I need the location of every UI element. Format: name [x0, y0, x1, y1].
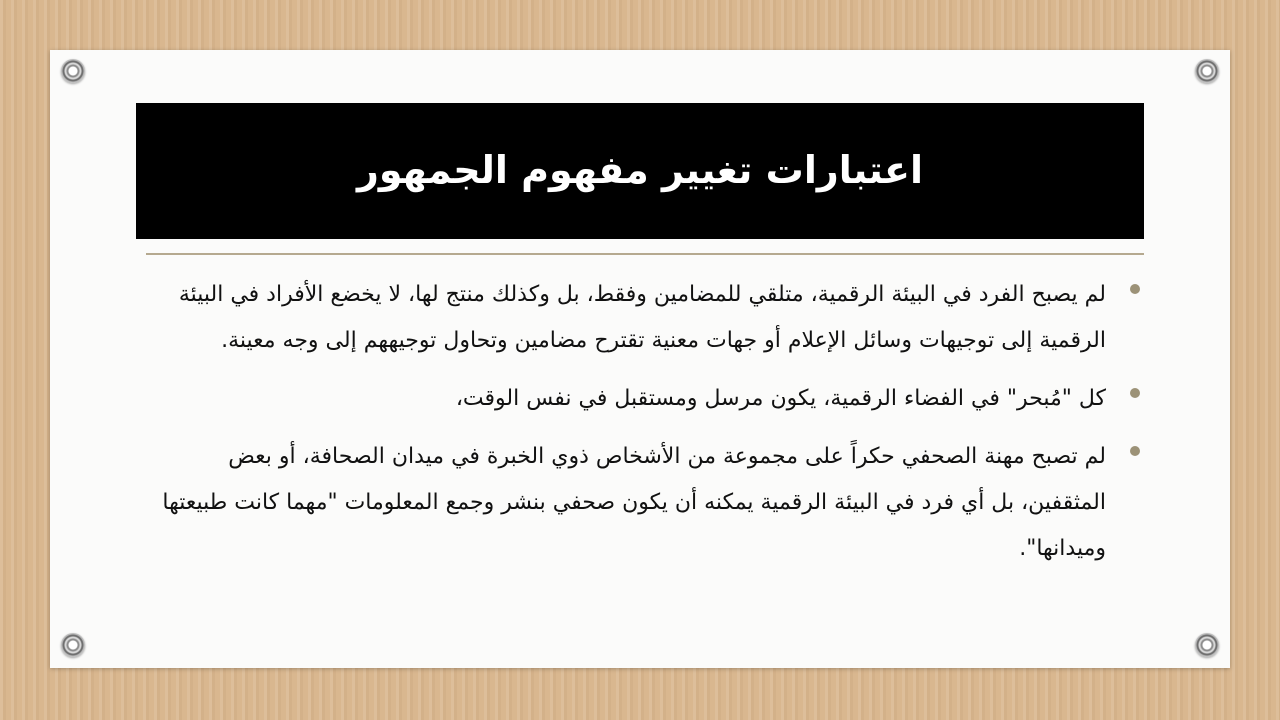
rivet-top-right-icon [1195, 59, 1219, 83]
bullet-text: لم يصبح الفرد في البيئة الرقمية، متلقي للمضامين وفقط، بل وكذلك منتج لها، لا يخضع الأفراد في البيئة الرقمية إلى توجيهات وسائل الإعلام أو جهات معنية تقترح مضامين وتحاول توجيههم إلى وجه معينة. [178, 282, 1106, 353]
bullet-dot-icon [1130, 388, 1140, 398]
bullet-item [140, 272, 1140, 364]
rivet-bottom-right-icon [1195, 633, 1219, 657]
bullet-dot-icon [1130, 446, 1140, 456]
bullet-text: لم تصبح مهنة الصحفي حكراً على مجموعة من الأشخاص ذوي الخبرة في ميدان الصحافة، أو بعض المثقفين، بل أي فرد في البيئة الرقمية يمكنه أن يكون صحفي بنشر وجمع المعلومات "مهما كانت طبيعتها وميدانها". [162, 444, 1106, 561]
title-bar [136, 103, 1144, 239]
bullet-list [140, 272, 1140, 584]
rivet-bottom-left-icon [61, 633, 85, 657]
bullet-item [140, 434, 1140, 572]
title-divider [146, 253, 1144, 255]
slide-title: اعتبارات تغيير مفهوم الجمهور [356, 148, 923, 193]
bullet-item [140, 376, 1140, 422]
bullet-dot-icon [1130, 284, 1140, 294]
rivet-top-left-icon [61, 59, 85, 83]
bullet-text: كل "مُبحر" في الفضاء الرقمية، يكون مرسل ومستقبل في نفس الوقت، [455, 386, 1106, 411]
